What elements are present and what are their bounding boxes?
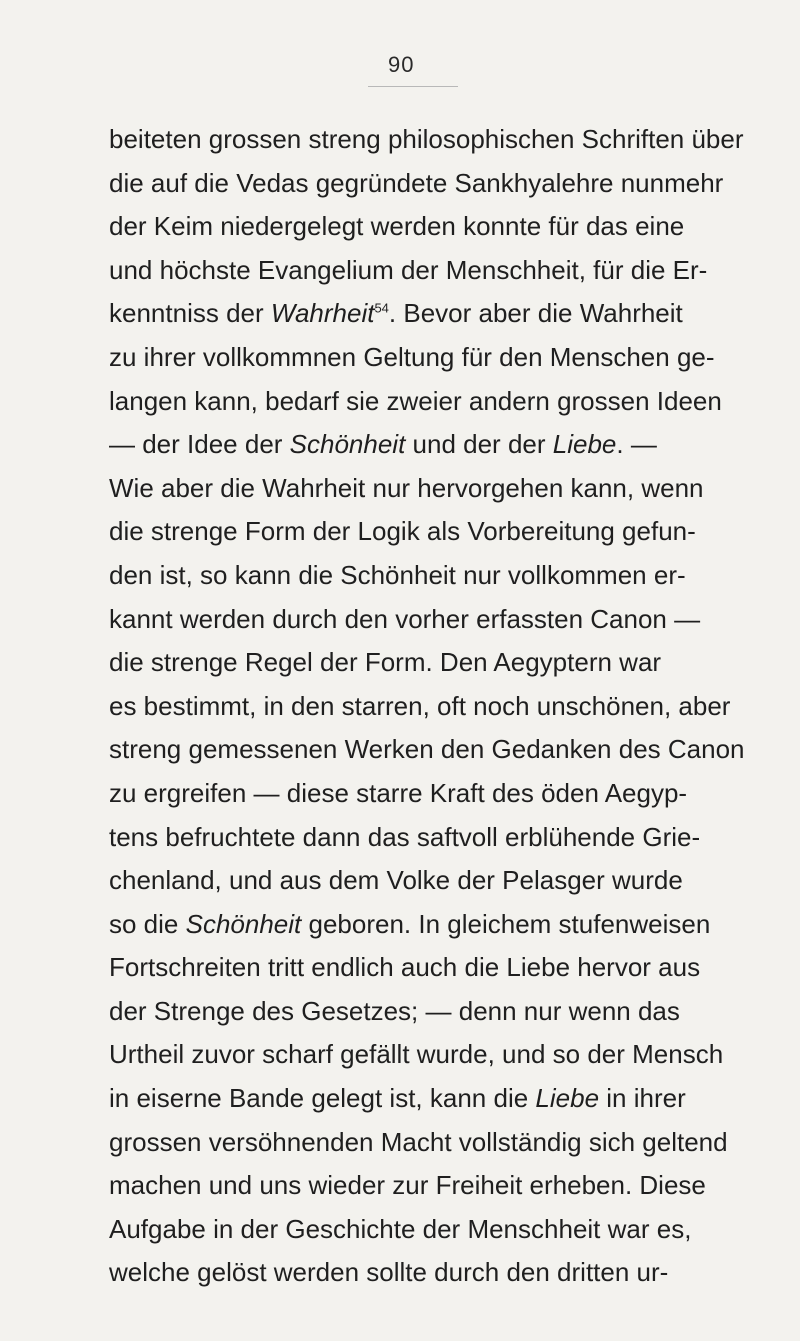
text-line (109, 292, 744, 336)
text-segment: langen kann, bedarf sie zweier andern grossen Ideen (109, 385, 722, 416)
text-segment: . Bevor aber die Wahrheit (388, 298, 683, 329)
text-segment: die strenge Regel der Form. Den Aegyptern war (109, 647, 662, 678)
emphasized-text: Liebe (535, 1083, 600, 1114)
emphasized-text: Liebe (552, 429, 617, 460)
text-segment: es bestimmt, in den starren, oft noch unschönen, aber (109, 690, 731, 721)
text-line (109, 423, 744, 467)
text-line (109, 1164, 744, 1208)
text-line (109, 990, 744, 1034)
text-line (109, 118, 744, 162)
text-line (109, 380, 744, 424)
text-line (109, 903, 744, 947)
text-segment: in ihrer (599, 1083, 686, 1114)
text-segment: den ist, so kann die Schönheit nur vollkommen er- (109, 559, 686, 590)
emphasized-text: Schönheit (289, 429, 406, 460)
text-line (109, 249, 744, 293)
text-segment: grossen versöhnenden Macht vollständig sich geltend (109, 1126, 728, 1157)
text-line (109, 1033, 744, 1077)
text-line (109, 554, 744, 598)
text-line (109, 336, 744, 380)
text-segment: streng gemessenen Werken den Gedanken des Canon (109, 734, 745, 765)
text-segment: Wie aber die Wahrheit nur hervorgehen kann, wenn (109, 472, 704, 503)
footnote-marker: 54 (374, 300, 389, 316)
text-line (109, 205, 744, 249)
text-line (109, 816, 744, 860)
text-line (109, 510, 744, 554)
text-segment: zu ihrer vollkommnen Geltung für den Menschen ge- (109, 341, 715, 372)
text-line (109, 1251, 744, 1295)
text-segment: geboren. In gleichem stufenweisen (301, 908, 711, 939)
body-text (109, 118, 744, 1295)
text-segment: die strenge Form der Logik als Vorbereitung gefun- (109, 516, 696, 547)
text-segment: der Keim niedergelegt werden konnte für das eine (109, 211, 685, 242)
text-line (109, 1077, 744, 1121)
text-segment: kannt werden durch den vorher erfassten Canon — (109, 603, 701, 634)
text-segment: chenland, und aus dem Volke der Pelasger wurde (109, 865, 683, 896)
text-line (109, 1208, 744, 1252)
text-line (109, 946, 744, 990)
text-segment: Fortschreiten tritt endlich auch die Liebe hervor aus (109, 952, 701, 983)
text-segment: der Strenge des Gesetzes; — denn nur wenn das (109, 995, 680, 1026)
text-segment: machen und uns wieder zur Freiheit erheben. Diese (109, 1170, 706, 1201)
text-line (109, 728, 744, 772)
text-segment: zu ergreifen — diese starre Kraft des öden Aegyp- (109, 777, 688, 808)
text-segment: in eiserne Bande gelegt ist, kann die (109, 1083, 536, 1114)
page-number-rule (368, 86, 458, 87)
text-segment: kenntniss der (109, 298, 271, 329)
text-line (109, 772, 744, 816)
text-line (109, 598, 744, 642)
text-line (109, 859, 744, 903)
text-segment: . — (616, 429, 657, 460)
emphasized-text: Schönheit (185, 908, 302, 939)
text-segment: und höchste Evangelium der Menschheit, für die Er- (109, 254, 708, 285)
text-line (109, 162, 744, 206)
text-segment: welche gelöst werden sollte durch den dritten ur- (109, 1257, 669, 1288)
page-number: 90 (388, 52, 415, 77)
text-segment: beiteten grossen streng philosophischen Schriften über (109, 124, 744, 154)
text-segment: Aufgabe in der Geschichte der Menschheit war es, (109, 1213, 692, 1244)
text-line (109, 641, 744, 685)
text-segment: Urtheil zuvor scharf gefällt wurde, und so der Mensch (109, 1039, 724, 1070)
emphasized-text: Wahrheit (270, 298, 375, 329)
text-segment: — der Idee der (109, 429, 290, 460)
text-segment: tens befruchtete dann das saftvoll erblühende Grie- (109, 821, 701, 852)
text-line (109, 1121, 744, 1165)
text-segment: und der der (405, 429, 553, 460)
text-segment: so die (109, 908, 186, 939)
text-line (109, 685, 744, 729)
text-line (109, 467, 744, 511)
text-segment: die auf die Vedas gegründete Sankhyalehre nunmehr (109, 167, 724, 198)
